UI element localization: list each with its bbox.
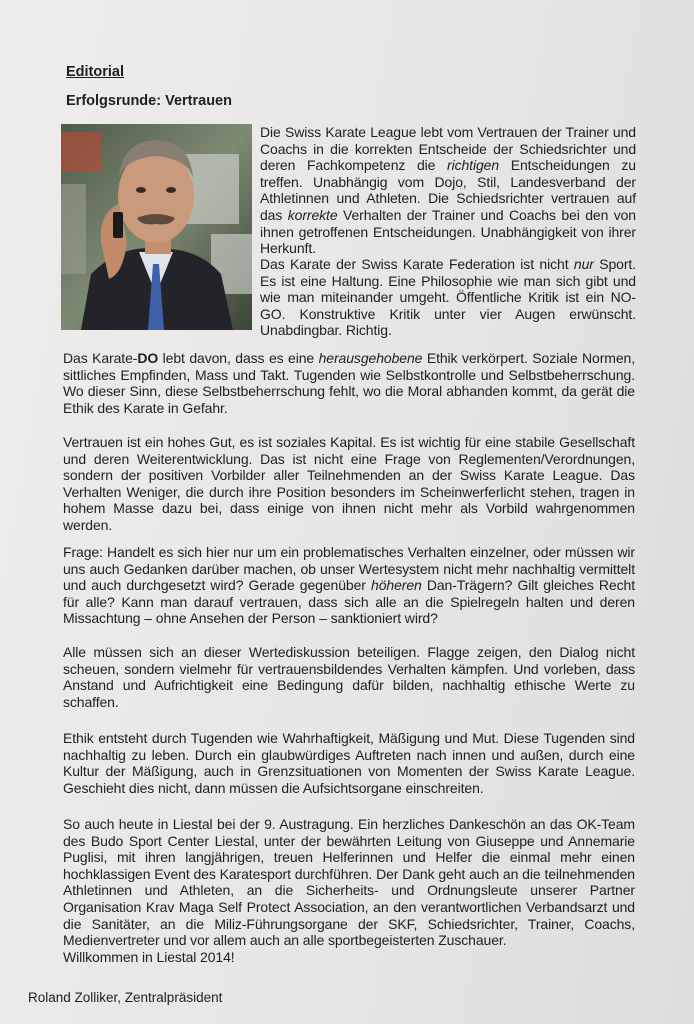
paragraph-question: [63, 544, 639, 627]
portrait-illustration: [61, 124, 252, 330]
paragraph-text-segment: Die Swiss Karate League lebt vom Vertrauen der Trainer und Coachs in die korrekten Entscheide der Schiedsrichter und deren Fachkompetenz die: [260, 124, 640, 174]
paragraph-value-discussion: [63, 644, 639, 710]
paragraph-text-segment: Frage: Handelt es sich hier nur um ein problematisches Verhalten einzelner, oder müssen wir uns auch Gedanken darüber machen, ob unser Wertesystem nicht mehr nachhaltig vermittelt und auch durchgesetzt wird? Gerade gegenüber: [63, 544, 639, 594]
article-title: Erfolgsrunde: Vertrauen: [66, 93, 232, 109]
paragraph-text-segment: Verhalten der Trainer und Coachs bei den von ihnen getroffenen Entscheidungen. Unabhängigkeit von ihrer Herkunft.: [260, 206, 640, 257]
paragraph-philosophy: [260, 256, 640, 339]
paragraph-text-segment: Sport. Es ist eine Haltung. Eine Philosophie wie man sich gibt und wie man miteinander umgeht. Öffentliche Kritik ist ein NO-GO. Konstruktive Kritik unter vier Augen erwünscht. Unabdingbar. Richtig.: [260, 256, 640, 339]
paragraph-intro: [260, 124, 640, 257]
paragraph-text-segment: Ethik verkörpert. Soziale Normen, sittliches Empfinden, Mass und Takt. Tugenden wie Selbstkontrolle und Selbstbeherrschung. Wo dieser Sinn, diese Selbstbeherrschung fehlt, wo die Moral abhanden kommt, da gerät die Ethik des Karate in Gefahr.: [63, 350, 639, 416]
section-label: Editorial: [66, 64, 125, 80]
paragraph-text-segment: Das Karate-: [63, 350, 138, 366]
paragraph-text-segment: Dan-Trägern? Gilt gleiches Recht für alle? Kann man darauf vertrauen, dass sich alle an die Spielregeln halten und deren Missachtung – ohne Ansehen der Person – sanktioniert wird?: [63, 577, 639, 627]
paragraph-text-segment: Alle müssen sich an dieser Wertediskussion beteiligen. Flagge zeigen, den Dialog nicht scheuen, sondern vielmehr für vertrauensbildendes Verhalten kämpfen. Und vorleben, dass Anstand und Aufrichtigkeit eine Bedingung dafür bilden, nachhaltig ethische Werte zu schaffen.: [63, 644, 639, 710]
paragraph-text-segment: DO: [137, 350, 159, 366]
paragraph-text-segment: richtigen: [447, 157, 500, 174]
paragraph-text-segment: Entscheidungen zu treffen. Unabhängig vom Dojo, Stil, Landesverband der Athletinnen und Athleten. Die Schiedsrichter vertrauen auf das: [260, 157, 640, 223]
signature: Roland Zolliker, Zentralpräsident: [28, 990, 223, 1005]
paragraph-text-segment: nur: [573, 256, 594, 272]
paragraph-thanks: [63, 816, 635, 965]
paragraph-trust: [63, 434, 639, 534]
paragraph-karate-do: [63, 350, 639, 416]
paragraph-text-segment: Vertrauen ist ein hohes Gut, es ist soziales Kapital. Es ist wichtig für eine stabile Gesellschaft und deren Weiterentwicklung. Das ist nicht eine Frage von Reglementen/Verordnungen, sondern der positiven Vorbilder aller Teilnehmenden an der Swiss Karate League. Das Verhalten Weniger, die durch ihre Position besonders im Scheinwerferlicht stehen, tragen in hohem Masse dazu bei, dass einige von ihnen nicht mehr als Vorbild wahrgenommen werden.: [63, 434, 639, 533]
paragraph-text-segment: Das Karate der Swiss Karate Federation ist nicht: [260, 256, 574, 272]
paragraph-text-segment: herausgehobene: [318, 350, 423, 366]
paragraph-text-segment: korrekte: [287, 206, 338, 223]
portrait-photo: [61, 124, 252, 330]
paragraph-text-segment: höheren: [371, 577, 422, 594]
paragraph-text-segment: lebt davon, dass es eine: [158, 350, 319, 366]
paragraph-text-segment: Ethik entsteht durch Tugenden wie Wahrhaftigkeit, Mäßigung und Mut. Diese Tugenden sind nachhaltig zu leben. Durch ein glaubwürdiges Auftreten nach innen und außen, durch eine Kultur der Mäßigung, auch in Grenzsituationen von Momenten der Swiss Karate League. Geschieht dies nicht, dann müssen die Aufsichtsorgane einschreiten.: [63, 730, 639, 796]
paragraph-text-segment: So auch heute in Liestal bei der 9. Austragung. Ein herzliches Dankeschön an das OK-Team des Budo Sport Center Liestal, unter der bewährten Leitung von Giuseppe und Annemarie Puglisi, mit ihren langjährigen, treuen Helferinnen und Helfer die einmal mehr einen hochklassigen Event des Karatesport durchführen. Der Dank geht auch an die teilnehmenden Athletinnen und Athleten, an die Sicherheits- und Ordnungsleute unserer Partner Organisation Krav Maga Self Protect Association, an den verantwortlichen Verbandsarzt und die Sanitäter, an die Miliz-Führungsorgane der SKF, Schiedsrichter, Trainer, Coachs, Medienvertreter und vor allem auch an alle sportbegeisterten Zuschauer. Willkommen in Liestal 2014!: [63, 816, 635, 965]
paragraph-ethics: [63, 730, 639, 796]
